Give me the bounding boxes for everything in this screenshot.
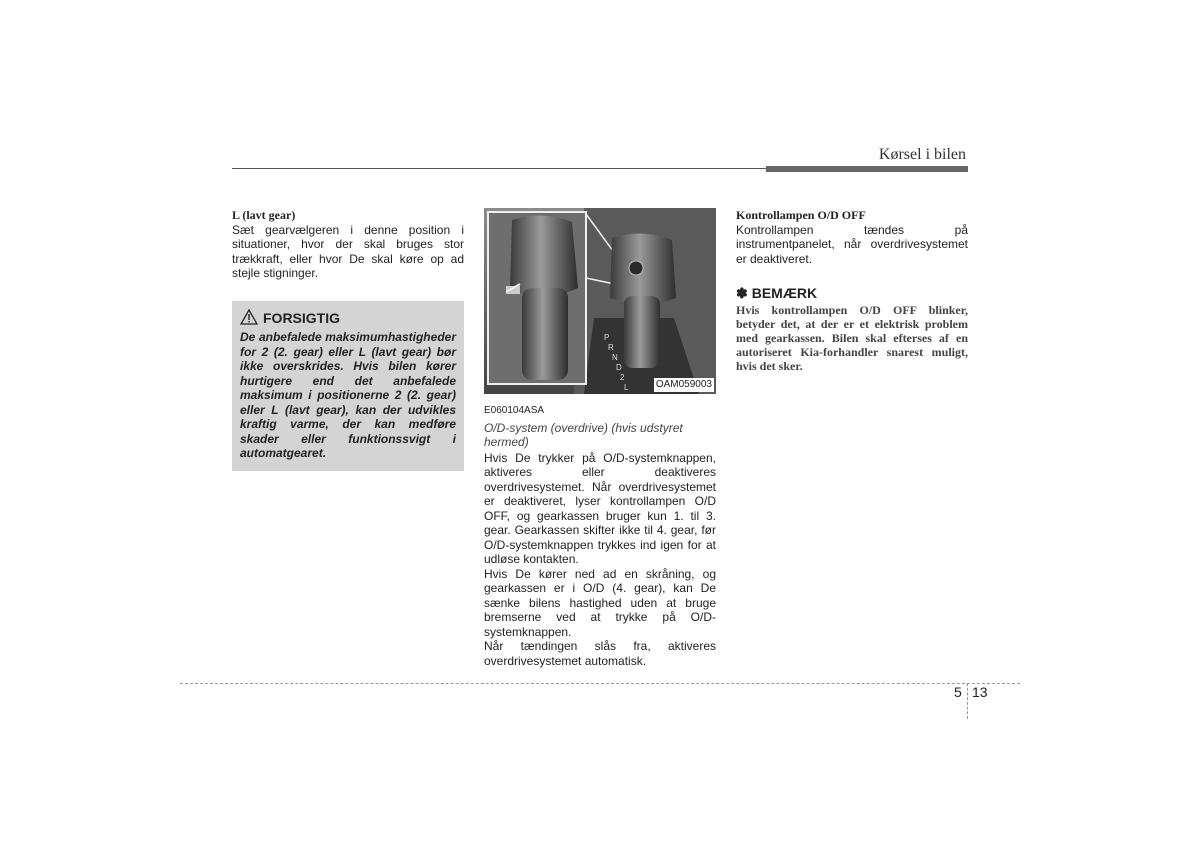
note-title: BEMÆRK (751, 285, 818, 301)
caution-title: FORSIGTIG (263, 310, 340, 326)
section-heading-od-off: Kontrollampen O/D OFF (736, 208, 866, 222)
od-paragraph-1: Hvis De trykker på O/D-systemknappen, aktiveres eller deaktiveres overdrivesystemet. Når overdrivesystemet er deaktiveret, lyser kontrollampen O/D OFF, og gearkassen bruger kun 1. til 3. gear. Gearkassen skifter ikke til 4. gear, før O/D-systemknappen trykkes ind igen for at udløse kontakten. (484, 450, 716, 566)
selector-letter: 2 (620, 373, 625, 382)
selector-letter: D (616, 363, 622, 372)
gear-selector-figure (484, 208, 716, 394)
caution-body: De anbefalede maksimumhastigheder for 2 (2. gear) eller L (lavt gear) bør ikke overskrides. Hvis bilen kører hurtigere end det anbefalede maksimum i positionerne 2 (2. gear) eller L (lavt gear), kan der udvikles kraftig varme, der kan medføre skader eller funktionssvigt i automatgearet. (240, 330, 456, 460)
note-header (736, 286, 968, 301)
note-body: Hvis kontrollampen O/D OFF blinker, betyder det, at der er et elektrisk problem med gearkassen. Bilen skal efterses af en autoriseret Kia-forhandler snarest muligt, hvis det sker. (736, 302, 968, 373)
page-header-title: Kørsel i bilen (878, 146, 966, 163)
footer-rule (180, 683, 1020, 684)
caution-header (240, 309, 456, 329)
selector-letter: R (608, 343, 614, 352)
page-number: 13 (972, 684, 988, 700)
selector-letter: P (604, 333, 610, 342)
column-left (232, 208, 464, 471)
header-bar (766, 166, 968, 172)
low-gear-text: Sæt gearvælgeren i denne position i situationer, hvor der skal bruges stor trækkraft, eller hvor De skal køre op ad stejle stigninger. (232, 222, 464, 280)
gear-selector-illustration (484, 208, 716, 394)
selector-letter: N (612, 353, 618, 362)
selector-letter: L (624, 383, 629, 392)
section-code: E060104ASA (484, 405, 545, 416)
note-symbol-icon: ✽ (736, 285, 748, 301)
od-paragraph-3: Når tændingen slås fra, aktiveres overdrivesystemet automatisk. (484, 639, 716, 668)
column-middle (484, 208, 716, 668)
caution-box (232, 301, 464, 471)
warning-triangle-icon (240, 309, 258, 329)
page-chapter: 5 (954, 684, 962, 700)
column-right (736, 208, 968, 373)
figure-code: OAM059003 (654, 378, 714, 393)
section-heading-low-gear: L (lavt gear) (232, 208, 296, 222)
od-paragraph-2: Hvis De kører ned ad en skråning, og gearkassen er i O/D (4. gear), kan De sænke bilens hastighed uden at bruge bremserne ved at trykke på O/D-systemknappen. (484, 566, 716, 639)
section-subheading-od: O/D-system (overdrive) (hvis udstyret hermed) (484, 420, 683, 449)
footer-divider (967, 683, 968, 719)
od-off-text: Kontrollampen tændes på instrumentpanelet, når overdrivesystemet er deaktiveret. (736, 222, 968, 266)
